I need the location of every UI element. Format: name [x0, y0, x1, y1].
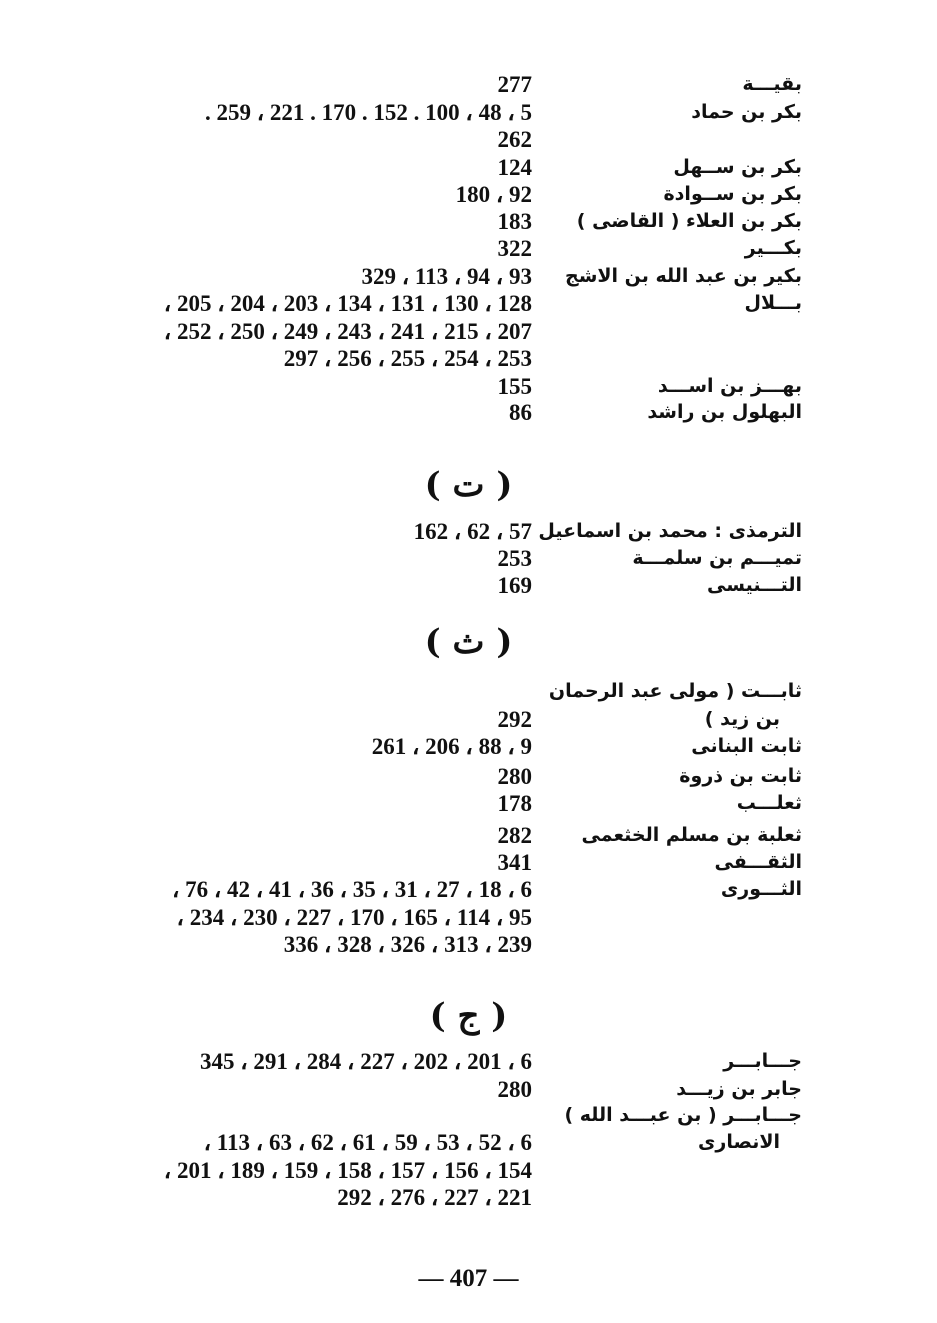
- entry-name: بكر بن ســهل: [673, 156, 802, 178]
- index-entry: [40, 1157, 802, 1184]
- index-entry: [40, 572, 802, 599]
- entry-pages: 297 ، 256 ، 255 ، 254 ، 253: [283, 346, 532, 371]
- index-entry: [40, 1184, 802, 1211]
- entry-name: الترمذى : محمد بن اسماعيل: [538, 520, 802, 542]
- entry-pages: 180 ، 92: [455, 182, 532, 207]
- entry-pages: 262: [497, 127, 532, 152]
- entry-pages: 280: [497, 764, 532, 789]
- index-entry: [40, 822, 802, 849]
- entry-name: بهـــز بن اســـد: [657, 375, 802, 397]
- entry-pages: 329 ، 113 ، 94 ، 93: [361, 264, 532, 289]
- index-entry: [40, 1048, 802, 1075]
- index-entry: [40, 518, 802, 545]
- entry-name: ثابت البنانى: [691, 735, 802, 757]
- index-entry: [40, 126, 802, 153]
- entry-name: بكر بن العلاء ( القاضى ): [576, 210, 802, 232]
- entry-pages: ، 234 ، 230 ، 227 ، 170 ، 165 ، 114 ، 95: [176, 905, 532, 930]
- index-entry: [40, 904, 802, 931]
- index-entry: [40, 931, 802, 958]
- section-heading: ( ج ): [429, 996, 508, 1036]
- entry-name: ثعلبة بن مسلم الخثعمى: [581, 824, 802, 846]
- page-number: — 407 —: [418, 1265, 519, 1292]
- entry-pages: 162 ، 62 ، 57: [413, 519, 532, 544]
- index-entry: [40, 318, 802, 345]
- index-entry: [40, 399, 802, 426]
- entry-pages: 86: [509, 400, 532, 425]
- index-entry: [40, 154, 802, 181]
- entry-name: بـــلال: [744, 292, 802, 314]
- entry-pages: 155: [497, 374, 532, 399]
- index-entry: [40, 1129, 802, 1156]
- entry-pages: ، 252 ، 250 ، 249 ، 243 ، 241 ، 215 ، 207: [163, 319, 532, 344]
- index-entry: [40, 345, 802, 372]
- index-entry: [40, 733, 802, 760]
- entry-name: بكير بن عبد الله بن الاشج: [565, 265, 802, 287]
- entry-pages: . 259 ، 221 . 170 . 152 . 100 ، 48 ، 5: [204, 100, 532, 125]
- entry-pages: 322: [497, 236, 532, 261]
- entry-name: جـــابـــر ( بن عبـــد الله ): [564, 1104, 802, 1126]
- entry-name: الثقـــفى: [714, 851, 802, 873]
- index-entry: [40, 290, 802, 317]
- index-entry: [40, 1076, 802, 1103]
- entry-name: التـــنيسى: [707, 574, 802, 596]
- entry-name: تميـــم بن سلمـــة: [632, 547, 802, 569]
- entry-name: بقيـــة: [742, 73, 802, 95]
- entry-pages: 292: [497, 707, 532, 732]
- entry-pages: 253: [497, 546, 532, 571]
- entry-name: ثابـــت ( مولى عبد الرحمان: [548, 680, 802, 702]
- entry-name: البهلول بن راشد: [647, 401, 802, 423]
- entry-name: بن زيد ): [704, 708, 780, 730]
- entry-pages: 277: [497, 72, 532, 97]
- section-heading: ( ث ): [424, 622, 513, 662]
- entry-pages: ، 113 ، 63 ، 62 ، 61 ، 59 ، 53 ، 52 ، 6: [203, 1130, 532, 1155]
- index-entry: [40, 373, 802, 400]
- entry-pages: ، 76 ، 42 ، 41 ، 36 ، 35 ، 31 ، 27 ، 18 ، 6: [171, 877, 532, 902]
- index-entry: [40, 678, 802, 705]
- section-heading: ( ت ): [424, 465, 513, 505]
- entry-pages: ، 205 ، 204 ، 203 ، 134 ، 131 ، 130 ، 128: [163, 291, 532, 316]
- index-entry: [40, 71, 802, 98]
- index-entry: [40, 849, 802, 876]
- index-entry: [40, 263, 802, 290]
- index-entry: [40, 1102, 802, 1129]
- entry-name: بكر بن ســوادة: [663, 183, 802, 205]
- entry-name: ثعلـــب: [736, 792, 802, 814]
- index-entry: [40, 876, 802, 903]
- index-entry: [40, 99, 802, 126]
- entry-pages: 261 ، 206 ، 88 ، 9: [371, 734, 532, 759]
- entry-name: جـــابـــر: [723, 1050, 802, 1072]
- index-entry: [40, 208, 802, 235]
- entry-pages: 336 ، 328 ، 326 ، 313 ، 239: [283, 932, 532, 957]
- entry-name: الانصارى: [697, 1131, 780, 1153]
- entry-name: بكر بن حماد: [691, 101, 802, 123]
- entry-pages: 282: [497, 823, 532, 848]
- index-entry: [40, 706, 802, 733]
- entry-pages: 183: [497, 209, 532, 234]
- entry-pages: 341: [497, 850, 532, 875]
- index-entry: [40, 181, 802, 208]
- entry-name: الثـــورى: [720, 878, 802, 900]
- entry-pages: 124: [497, 155, 532, 180]
- entry-name: ثابت بن ذروة: [679, 765, 802, 787]
- entry-name: جابر بن زيـــد: [676, 1078, 802, 1100]
- entry-pages: 345 ، 291 ، 284 ، 227 ، 202 ، 201 ، 6: [199, 1049, 532, 1074]
- entry-pages: 178: [497, 791, 532, 816]
- entry-pages: 280: [497, 1077, 532, 1102]
- index-entry: [40, 790, 802, 817]
- index-entry: [40, 763, 802, 790]
- entry-pages: 292 ، 276 ، 227 ، 221: [337, 1185, 532, 1210]
- index-entry: [40, 235, 802, 262]
- entry-pages: 169: [497, 573, 532, 598]
- index-entry: [40, 545, 802, 572]
- entry-name: بكـــير: [744, 237, 802, 259]
- entry-pages: ، 201 ، 189 ، 159 ، 158 ، 157 ، 156 ، 154: [163, 1158, 532, 1183]
